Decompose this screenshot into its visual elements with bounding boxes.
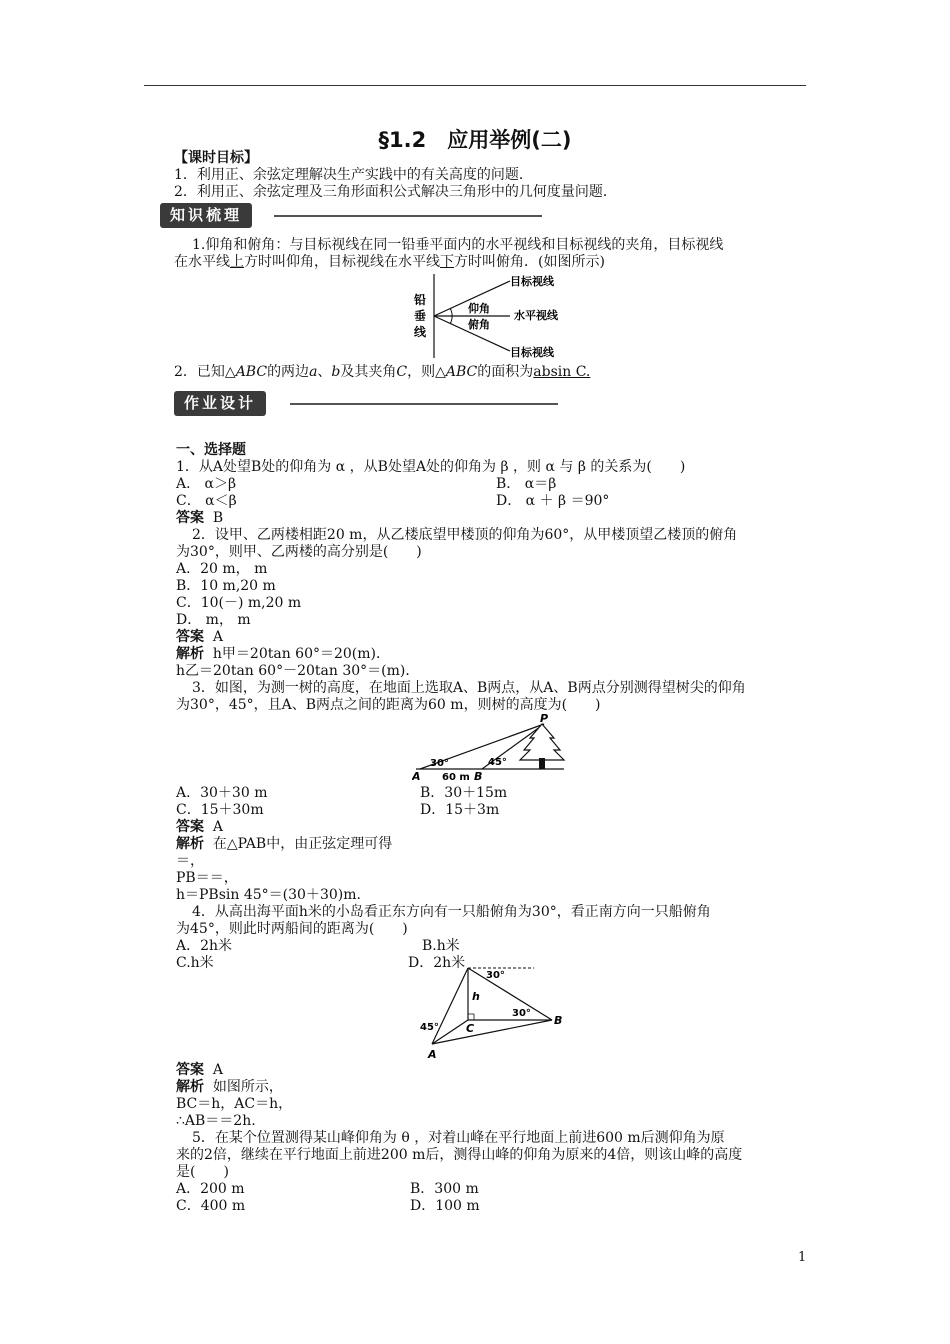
fig-angle-30-top: 30° [486,970,505,981]
page-number: 1 [798,1250,807,1265]
q5-option-c: C．400 m [176,1198,246,1214]
fig-angle-30-b: 30° [512,1008,531,1019]
q1-option-d: D． α ＋ β ＝90° [496,493,610,509]
diagram-vertical-label: 线 [414,325,427,339]
q2-stem-line1: 2．设甲、乙两楼相距20 m，从乙楼底望甲楼顶的仰角为60°，从甲楼顶望乙楼顶的俯角 [192,527,738,543]
banner-dot-icon [258,210,269,221]
banner-line [290,403,558,405]
q4-stem-line2: 为45°，则此时两船间的距离为( ) [176,921,408,937]
elevation-depression-diagram [410,272,580,360]
fig-distance: 60 m [442,772,470,783]
q5-stem-line3: 是( ) [176,1164,229,1180]
q4-option-a: A．2h米 [176,938,233,954]
q2-answer: 答案 A [176,629,224,645]
q3-answer: 答案 A [176,819,224,835]
q5-option-b: B．300 m [410,1181,479,1197]
fig-label-b: B [554,1014,563,1027]
diagram-vertical-label: 铅 [414,293,427,307]
fig-angle-30: 30° [430,758,449,769]
q2-option-b: B．10 m,20 m [176,578,276,594]
q5-stem-line2: 来的2倍，继续在平行地面上前进200 m后，测得山峰的仰角为原来的4倍，则该山峰的高度 [176,1147,743,1163]
q5-stem-line1: 5．在某个位置测得某山峰仰角为 θ ，对着山峰在平行地面上前进600 m后测仰角为原 [192,1130,725,1146]
q3-stem-line2: 为30°，45°，且A、B两点之间的距离为60 m，则树的高度为( ) [176,697,601,713]
q2-option-d: D． m， m [176,612,251,628]
q3-analysis-line3: PB＝＝， [176,870,238,886]
q2-option-c: C．10(－) m,20 m [176,595,302,611]
fig-label-b: B [474,770,483,783]
island-ships-diagram [416,964,576,1060]
q3-stem-line1: 3．如图，为测一树的高度，在地面上选取A、B两点，从A、B两点分别测得望树尖的仰角 [192,680,746,696]
q5-option-d: D．100 m [410,1198,480,1214]
diagram-vertical-label: 垂 [414,309,427,323]
tree-icon [520,724,564,760]
objectives-heading: 【课时目标】 [174,150,258,166]
diagram-elevation: 仰角 [468,302,490,315]
fig-label-h: h [472,990,480,1003]
fig-label-a: A [412,770,421,783]
q1-option-c: C． α＜β [176,493,237,509]
fig-label-a: A [428,1048,437,1060]
section-banner-label: 知识梳理 [160,203,252,228]
q4-option-d: D．2h米 [408,955,466,971]
header-rule [144,85,806,86]
q4-analysis-line3: ∴AB＝＝2h. [176,1113,256,1129]
knowledge-p1-line1: 1.仰角和俯角：与目标视线在同一铅垂平面内的水平视线和目标视线的夹角，目标视线 [192,237,724,253]
diagram-horizontal: 水平视线 [514,309,558,322]
banner-dot-icon [274,398,285,409]
q1-stem: 1．从A处望B处的仰角为 α ，从B处望A处的仰角为 β ，则 α 与 β 的关系为( ) [176,459,686,475]
knowledge-p2: 2．已知△ABC的两边a、b及其夹角C，则△ABC的面积为absin C. [174,364,591,380]
section-banner-label: 作业设计 [174,391,266,416]
q1-option-a: A． α＞β [176,476,237,492]
q4-option-c: C.h米 [176,955,214,971]
fig-angle-45: 45° [420,1022,439,1033]
knowledge-p1-line2: 在水平线上方时叫仰角，目标视线在水平线下方时叫俯角．(如图所示) [174,254,605,270]
section-banner-homework [174,391,558,416]
q3-analysis-line4: h＝PBsin 45°＝(30＋30)m. [176,887,361,903]
q3-option-d: D．15＋3m [420,802,500,818]
diagram-depression: 俯角 [468,318,490,331]
q3-option-a: A．30＋30 m [176,785,268,801]
fig-angle-45: 45° [488,757,507,768]
q3-analysis-line2: ＝， [176,853,204,869]
q2-stem-line2: 为30°，则甲、乙两楼的高分别是( ) [176,544,422,560]
q5-option-a: A．200 m [176,1181,245,1197]
q3-analysis-line1: 解析 在△PAB中，由正弦定理可得 [176,836,393,852]
question-type: 一、选择题 [176,442,246,458]
page-title: §1.2 应用举例(二) [378,128,572,152]
q2-option-a: A．20 m， m [176,561,268,577]
diagram-target-top: 目标视线 [510,275,554,288]
objective-item: 1．利用正、余弦定理解决生产实践中的有关高度的问题． [174,167,533,183]
diagram-target-bottom: 目标视线 [510,346,554,359]
q4-analysis-line2: BC＝h，AC＝h， [176,1096,293,1112]
q4-analysis-line1: 解析 如图所示， [176,1079,283,1095]
q2-analysis-line2: h乙＝20tan 60°－20tan 30°＝(m)． [176,663,420,679]
fig-label-p: P [540,712,549,725]
q4-stem-line1: 4．从高出海平面h米的小岛看正东方向有一只船俯角为30°，看正南方向一只船俯角 [192,904,711,920]
objective-item: 2．利用正、余弦定理及三角形面积公式解决三角形中的几何度量问题． [174,184,617,200]
tree-height-diagram [412,712,572,784]
q3-option-b: B．30＋15m [420,785,508,801]
q2-analysis-line1: 解析 h甲＝20tan 60°＝20(m)． [176,646,391,662]
q4-answer: 答案 A [176,1062,224,1078]
fig-label-c: C [466,1022,475,1035]
q3-option-c: C．15＋30m [176,802,264,818]
q4-option-b: B.h米 [422,938,460,954]
section-banner-knowledge [160,203,542,228]
banner-line [274,215,542,217]
area-answer: absin C. [533,364,591,380]
q1-answer: 答案 B [176,510,224,526]
q1-option-b: B． α＝β [496,476,557,492]
